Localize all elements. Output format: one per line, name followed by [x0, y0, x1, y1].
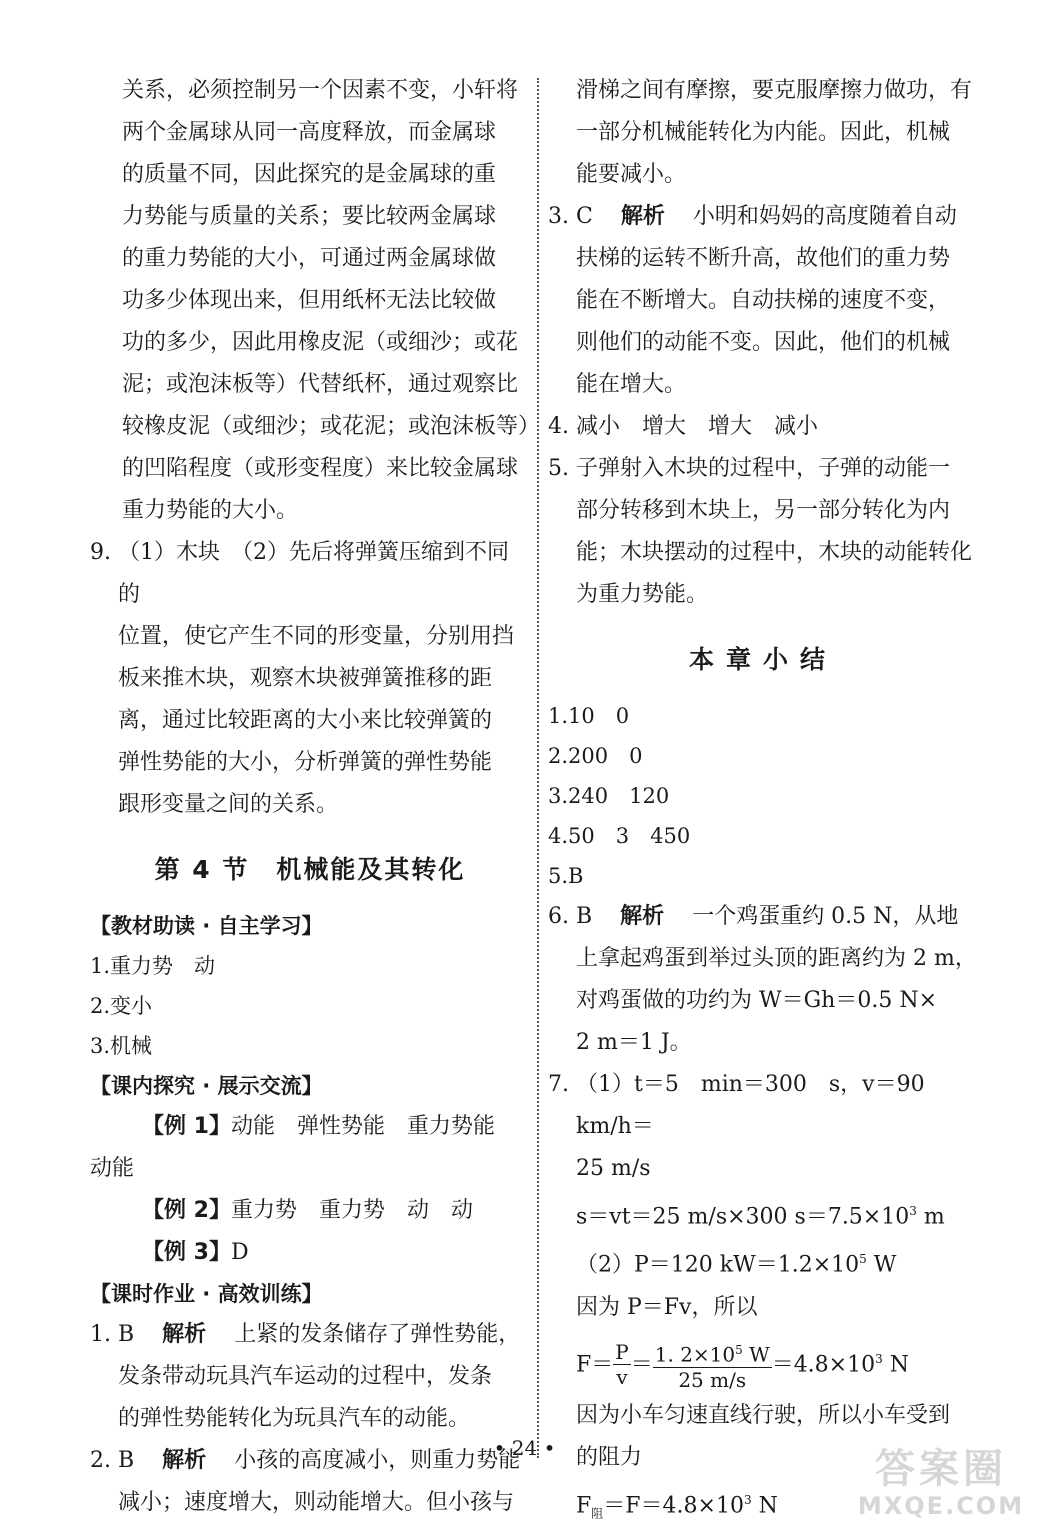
text-line: 的质量不同，因此探究的是金属球的重 — [122, 162, 497, 187]
formula-line — [576, 1238, 978, 1286]
text-span: 一个鸡蛋重约 0.5 N，从地 — [692, 904, 959, 929]
text-line: 减小 增大 增大 减小 — [576, 414, 819, 439]
text-line: 减小；速度增大，则动能增大。但小孩与 — [118, 1490, 515, 1515]
text-line: 上拿起鸡蛋到举过头顶的距离约为 2 m， — [576, 946, 977, 971]
summary-item: 3.240 120 — [548, 784, 670, 808]
fraction-numerator — [653, 1338, 772, 1368]
text-span: 小明和妈妈的高度随着自动 — [692, 204, 957, 229]
exponent: 3 — [909, 1204, 917, 1218]
list-item: 1.重力势 动 — [90, 954, 216, 978]
text-line: 功的多少，因此用橡皮泥（或细沙；或花 — [122, 330, 519, 355]
analysis-label: 解析 — [620, 204, 665, 229]
fraction — [613, 1340, 630, 1389]
left-column — [90, 70, 541, 1524]
list-item: 3.机械 — [90, 1034, 153, 1058]
text-line: 较橡皮泥（或细沙；或花泥；或泡沫板等） — [122, 414, 541, 439]
question-number: 2. — [90, 1448, 111, 1473]
text-line: 子弹射入木块的过程中，子弹的动能一 — [576, 456, 951, 481]
exponent: 5 — [859, 1252, 867, 1267]
text-span: 1. 2×10 — [654, 1342, 736, 1367]
chapter-summary-title: 本章小结 — [688, 645, 837, 674]
text-line: 因为小车匀速直线行驶，所以小车受到 — [576, 1402, 951, 1428]
text-line: 离，通过比较距离的大小来比较弹簧的 — [118, 708, 493, 733]
analysis-label: 解析 — [162, 1448, 207, 1473]
analysis-label: 解析 — [620, 904, 665, 929]
answer-choice: C — [576, 204, 593, 229]
watermark-text: 答案圈 — [875, 1446, 1007, 1492]
text-span: 小孩的高度减小，则重力势能 — [234, 1448, 521, 1473]
homework-3 — [548, 196, 978, 406]
homework-1 — [90, 1314, 530, 1440]
list-item: 2.变小 — [90, 994, 153, 1018]
analysis-label: 解析 — [162, 1322, 207, 1347]
homework-5 — [548, 448, 978, 616]
text-line: 弹性势能的大小，分析弹簧的弹性势能 — [118, 750, 493, 775]
subscript: 阻 — [591, 1506, 604, 1521]
text-span: 上紧的发条储存了弹性势能， — [234, 1322, 521, 1347]
text-line: （1）t＝5 min＝300 s，v＝90 km/h＝ — [576, 1072, 947, 1139]
text-line: 两个金属球从同一高度释放，而金属球 — [122, 120, 497, 145]
watermark-url: MXQE.COM — [857, 1492, 1025, 1520]
answer-choice: B — [576, 904, 593, 929]
example-answer: D — [230, 1240, 249, 1265]
text-line: 扶梯的运转不断升高，故他们的重力势 — [576, 246, 951, 271]
text-line: 因为 P＝Fv，所以 — [576, 1294, 758, 1320]
text-span: N — [751, 1493, 778, 1519]
homework-4 — [548, 406, 978, 448]
text-line: 能在增大。 — [576, 372, 687, 397]
text-span: F＝ — [576, 1351, 614, 1377]
text-line: 的弹性势能转化为玩具汽车的动能。 — [118, 1406, 471, 1431]
text-span: ＝4.8×10 — [771, 1351, 876, 1377]
text-line: 滑梯之间有摩擦，要克服摩擦力做功，有 — [576, 78, 973, 103]
question-number: 1. — [90, 1322, 111, 1347]
summary-item: 1.10 0 — [548, 704, 630, 728]
text-span: （2）P＝120 kW＝1.2×10 — [576, 1252, 860, 1278]
text-line: 能；木块摆动的过程中，木块的动能转化 — [576, 540, 973, 565]
fraction-numerator: P — [615, 1340, 629, 1365]
subsection-heading: 【课内探究 · 展示交流】 — [90, 1074, 323, 1098]
text-line: 为重力势能。 — [576, 582, 709, 607]
answer-9 — [90, 532, 530, 826]
text-line: 2 m＝1 J。 — [576, 1030, 692, 1055]
column-divider — [537, 78, 539, 1458]
text-line: 泥；或泡沫板等）代替纸杯，通过观察比 — [122, 372, 519, 397]
question-number: 5. — [548, 456, 569, 481]
right-column — [548, 70, 978, 1535]
exponent: 5 — [735, 1343, 743, 1358]
text-line — [576, 196, 957, 238]
fraction — [653, 1338, 772, 1392]
fraction-formula — [576, 1329, 978, 1395]
fraction-denominator: v — [616, 1365, 628, 1390]
example-answer: 动能 弹性势能 重力势能 — [230, 1114, 495, 1139]
text-line: （1）木块 （2）先后将弹簧压缩到不同的 — [118, 540, 509, 607]
text-line: 板来推木块，观察木块被弹簧推移的距 — [118, 666, 493, 691]
text-line: 关系，必须控制另一个因素不变，小轩将 — [122, 78, 519, 103]
text-line — [576, 896, 977, 938]
text-line: 能在不断增大。自动扶梯的速度不变， — [576, 288, 951, 313]
fraction-denominator: 25 m/s — [678, 1367, 747, 1392]
subsection-heading: 【课时作业 · 高效训练】 — [90, 1282, 323, 1306]
answer-8-continued — [90, 70, 541, 532]
summary-6 — [548, 896, 978, 1064]
text-line: 的凹陷程度（或形变程度）来比较金属球 — [122, 456, 519, 481]
text-span: m — [916, 1204, 945, 1230]
example-answer: 重力势 重力势 动 动 — [230, 1198, 473, 1223]
text-span: s＝vt＝25 m/s×300 s＝7.5×10 — [576, 1204, 910, 1230]
text-span: W — [742, 1342, 770, 1367]
watermark-logo — [851, 1446, 1031, 1526]
text-line: 位置，使它产生不同的形变量，分别用挡 — [118, 624, 515, 649]
question-number: 7. — [548, 1072, 569, 1097]
text-line: 的重力势能的大小，可通过两金属球做 — [122, 246, 497, 271]
text-line: 部分转移到木块上，另一部分转化为内 — [576, 498, 951, 523]
example-1 — [90, 1106, 530, 1148]
subsection-heading: 【教材助读 · 自主学习】 — [90, 914, 323, 938]
homework-2-continued — [548, 70, 978, 196]
answer-choice: B — [118, 1322, 135, 1347]
exponent: 3 — [875, 1351, 883, 1366]
formula-line — [576, 1190, 978, 1238]
text-span: ＝ — [630, 1351, 653, 1377]
exponent: 3 — [743, 1492, 752, 1507]
example-label: 【例 2】 — [142, 1198, 231, 1223]
example-label: 【例 1】 — [142, 1114, 231, 1139]
question-number: 6. — [548, 904, 569, 929]
example-1-continued: 动能 — [90, 1156, 135, 1181]
text-span: ＝F＝4.8×10 — [603, 1493, 744, 1519]
text-line: 对鸡蛋做的功约为 W＝Gh＝0.5 N× — [576, 988, 938, 1013]
answer-choice: B — [118, 1448, 135, 1473]
text-line: 能要减小。 — [576, 162, 687, 187]
text-line — [118, 1314, 520, 1356]
text-line: 力势能与质量的关系；要比较两金属球 — [122, 204, 497, 229]
example-label: 【例 3】 — [142, 1240, 231, 1265]
text-line: 功多少体现出来，但用纸杯无法比较做 — [122, 288, 497, 313]
text-line: 重力势能的大小。 — [122, 498, 299, 523]
text-line: 的阻力 — [576, 1444, 643, 1470]
text-line: 则他们的动能不变。因此，他们的机械 — [576, 330, 951, 355]
example-3 — [90, 1232, 530, 1274]
section-title: 第 4 节 机械能及其转化 — [154, 855, 466, 884]
question-number: 3. — [548, 204, 569, 229]
summary-item: 4.50 3 450 — [548, 824, 691, 848]
question-number: 9. — [90, 540, 111, 565]
text-line: 跟形变量之间的关系。 — [118, 792, 339, 817]
text-span: W — [866, 1252, 897, 1278]
example-2 — [90, 1190, 530, 1232]
summary-item: 5.B — [548, 864, 584, 888]
text-line: 发条带动玩具汽车运动的过程中，发条 — [118, 1364, 493, 1389]
summary-item: 2.200 0 — [548, 744, 643, 768]
question-number: 4. — [548, 414, 569, 439]
text-span: F — [576, 1493, 592, 1519]
page-number: • 24 • — [493, 1436, 556, 1460]
text-line: 一部分机械能转化为内能。因此，机械 — [576, 120, 951, 145]
text-line: 25 m/s — [576, 1156, 651, 1181]
text-span: N — [882, 1351, 909, 1377]
